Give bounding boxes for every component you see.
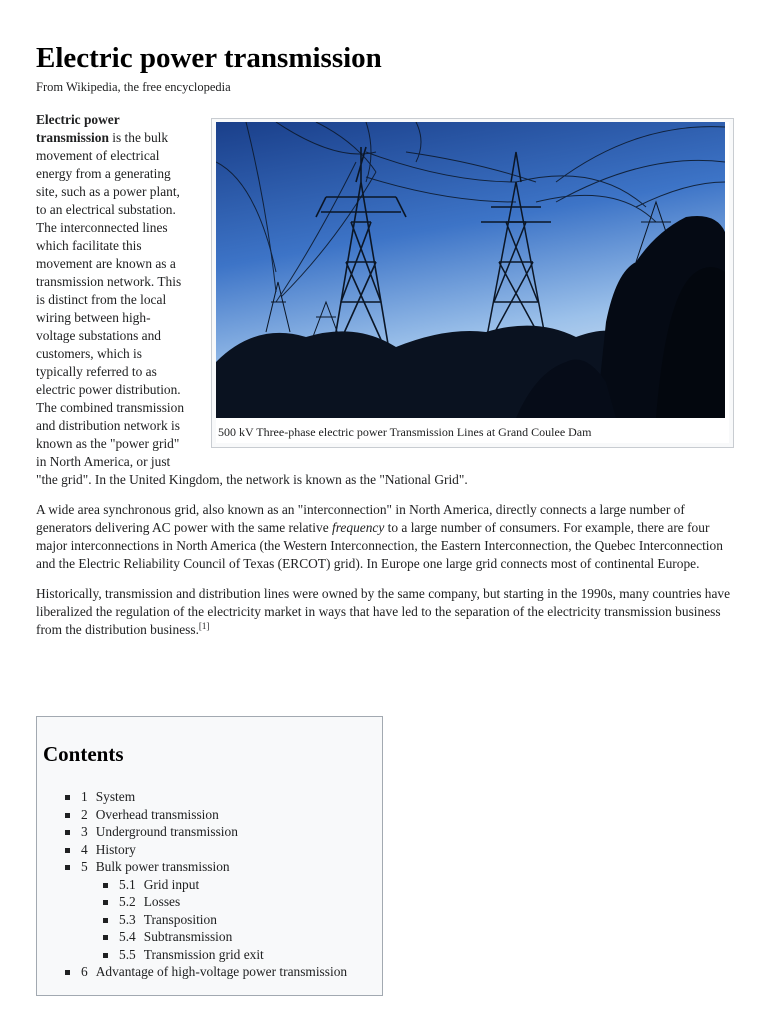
toc-number: 2 — [81, 806, 88, 822]
toc-item-transposition[interactable] — [101, 911, 383, 929]
toc-number: 5.1 — [119, 876, 136, 892]
toc-number: 5 — [81, 859, 88, 874]
toc-item-underground[interactable] — [63, 823, 383, 841]
page-tagline: From Wikipedia, the free encyclopedia — [36, 80, 231, 94]
toc-number: 6 — [81, 964, 88, 979]
toc-number: 4 — [81, 841, 88, 857]
bold-term: Electric power transmission — [36, 112, 120, 145]
p3-text: Historically, transmission and distribution lines were owned by the same company, but starting in the 1990s, many countries have liberalized the regulation of the electricity market in ways that have led to the separation of the electricity transmission business from the distribution business. — [36, 586, 731, 637]
toc-item-advantage[interactable] — [63, 963, 383, 981]
intro-text: is the bulk movement of electrical energy from a generating site, such as a power plant, to an electrical substation. The interconnected lines which facilitate this movement are known as a transmission network. This is distinct from the local wiring between high-voltage substations and customers, which is typically referred to as electric power distribution. The combined transmission and distribution network is known as the "power grid" in North America, or just "the grid". In the United Kingdom, the network is known as the "National Grid". — [36, 130, 468, 487]
toc-label: Transmission grid exit — [143, 946, 264, 962]
toc-item-bulk-power[interactable] — [63, 858, 383, 963]
table-of-contents — [36, 716, 383, 996]
p2-text-after: to a large number of consumers. For example, there are four major interconnections in North America (the Western Interconnection, the Eastern Interconnection, the Quebec Interconnection and the Electric Reliability Council of Texas (ERCOT) grid). In Europe one large grid connects most of continental Europe. — [36, 520, 723, 571]
toc-item-overhead[interactable] — [63, 806, 383, 824]
toc-number: 5.3 — [119, 911, 136, 927]
toc-item-subtransmission[interactable] — [101, 928, 383, 946]
toc-item-history[interactable] — [63, 841, 383, 859]
figure-caption: 500 kV Three-phase electric power Transmission Lines at Grand Coulee Dam — [216, 418, 729, 443]
intro-paragraph-2 — [36, 501, 734, 573]
toc-item-grid-input[interactable] — [101, 876, 383, 894]
intro-paragraph-3 — [36, 585, 734, 639]
p2-text-before: A wide area synchronous grid, also known as an "interconnection" in North America, directly connects a large number of generators delivering AC power with the same relative — [36, 502, 685, 535]
toc-label: Grid input — [143, 876, 200, 892]
toc-sublist — [81, 876, 383, 964]
toc-number: 5.4 — [119, 929, 136, 944]
toc-label: Bulk power transmission — [95, 859, 230, 874]
toc-title: Contents — [43, 742, 124, 766]
toc-number: 1 — [81, 789, 88, 804]
toc-number: 5.5 — [119, 946, 136, 962]
toc-list — [63, 788, 383, 981]
toc-item-grid-exit[interactable] — [101, 946, 383, 964]
transmission-towers-photo[interactable] — [216, 122, 725, 418]
toc-label: Losses — [143, 894, 181, 909]
toc-label: System — [95, 789, 136, 804]
toc-item-system[interactable] — [63, 788, 383, 806]
toc-number: 5.2 — [119, 894, 136, 909]
toc-label: Transposition — [143, 911, 217, 927]
article-body — [36, 111, 734, 651]
reference-link[interactable]: [1] — [198, 621, 210, 631]
toc-item-losses[interactable] — [101, 893, 383, 911]
toc-number: 3 — [81, 824, 88, 839]
toc-label: Overhead transmission — [95, 806, 219, 822]
page-title: Electric power transmission — [36, 42, 382, 74]
frequency-link[interactable]: frequency — [332, 520, 385, 535]
toc-label: History — [95, 841, 136, 857]
toc-label: Subtransmission — [143, 929, 233, 944]
toc-label: Advantage of high-voltage power transmission — [95, 964, 348, 979]
thumbnail-figure — [211, 118, 734, 448]
toc-label: Underground transmission — [95, 824, 238, 839]
